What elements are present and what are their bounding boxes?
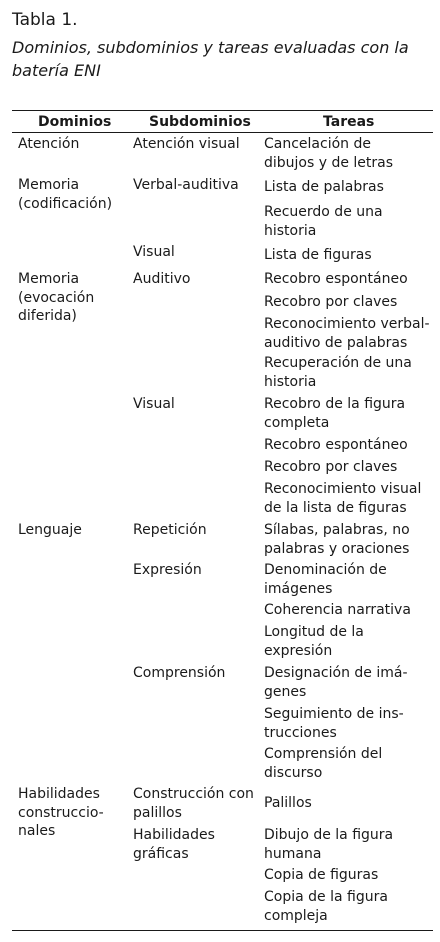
tarea-line: Dibujo de la figura [264,827,394,843]
tarea: Recobro espontáneo [264,271,408,287]
tarea [264,745,434,782]
dominio-line: (evocación [18,289,95,306]
tarea-line: historia [264,222,317,239]
tarea-line: Cancelación de [264,136,371,152]
tarea-line: de la lista de figuras [264,499,407,516]
tarea-line: completa [264,414,330,431]
subdominio-line: gráficas [133,845,189,862]
tarea-line: palabras y oraciones [264,540,410,557]
tarea: Palillos [264,795,312,811]
tarea [264,561,434,598]
tarea: Lista de figuras [264,247,372,263]
table-caption [12,8,436,82]
tarea-line: Recuerdo de una [264,204,383,220]
dominio-memoria-evocacion [18,270,128,326]
dominio-atencion: Atención [18,136,80,152]
tarea [264,203,434,240]
table-title-line: batería ENI [12,61,101,80]
dominio-line: diferida) [18,308,77,324]
tarea: Coherencia narrativa [264,602,411,618]
tarea: Recobro por claves [264,294,398,310]
subdominio-atencion-visual: Atención visual [133,136,240,152]
subdominio-visual: Visual [133,244,175,260]
subdominio-line: Construcción con [133,786,254,802]
subdominio-line: palillos [133,804,182,821]
tarea-line: trucciones [264,724,337,741]
tarea-line: dibujos y de letras [264,154,394,171]
tarea-line: imágenes [264,580,333,597]
dominio-habilidades [18,785,128,841]
subdominio-visual: Visual [133,396,175,412]
tarea-line: genes [264,683,307,700]
tarea: Lista de palabras [264,179,384,195]
table-label: Tabla 1. [12,10,78,30]
tarea [264,623,434,660]
tarea-line: auditivo de palabras [264,334,408,351]
tarea [264,395,434,432]
header-subdominios: Subdominios [149,114,251,130]
tarea-line: Seguimiento de ins- [264,706,404,722]
tarea-line: Denominación de [264,562,387,578]
dominio-line: Habilidades [18,786,100,802]
tarea [264,664,434,701]
table-title-line: Dominios, subdominios y tareas evaluadas con la [12,38,409,57]
tarea-line: Comprensión del [264,746,383,762]
tarea-line: humana [264,845,322,862]
tarea [264,480,434,517]
dominio-line: construccio- [18,804,104,821]
table-top-rule [12,110,433,111]
dominio-line: (codificación) [18,195,113,212]
subdominio-habilidades-graficas [133,826,258,863]
tarea [264,888,434,925]
tarea-line: expresión [264,642,333,659]
dominio-line: Memoria [18,271,80,287]
tarea-line: Longitud de la [264,624,364,640]
tarea-line: Recuperación de una [264,355,412,371]
table-bottom-rule [12,930,433,931]
dominio-line: nales [18,823,56,839]
dominio-memoria-codificacion [18,176,128,213]
tarea-line: Sílabas, palabras, no [264,522,410,538]
header-tareas: Tareas [323,114,375,130]
tarea-line: Reconocimiento visual [264,481,422,497]
dominio-line: Memoria [18,177,80,193]
tarea [264,354,434,391]
table-title [12,36,436,82]
subdominio-comprension: Comprensión [133,665,226,681]
dominio-lenguaje: Lenguaje [18,522,82,538]
tarea [264,826,434,863]
tarea [264,135,434,172]
tarea-line: Reconocimiento verbal- [264,316,430,332]
tarea-line: Copia de la figura [264,889,388,905]
subdominio-auditivo: Auditivo [133,271,191,287]
tarea-line: compleja [264,907,328,924]
tarea [264,705,434,742]
table-header-rule [12,132,433,133]
tarea-line: discurso [264,764,323,781]
subdominio-repeticion: Repetición [133,522,207,538]
tarea: Copia de figuras [264,867,379,883]
subdominio-verbal-auditiva: Verbal-auditiva [133,177,239,193]
tarea: Recobro por claves [264,459,398,475]
tarea-line: historia [264,373,317,390]
tarea-line: Designación de imá- [264,665,408,681]
header-dominios: Dominios [38,114,112,130]
subdominio-expresion: Expresión [133,562,202,578]
tarea [264,315,434,352]
tarea [264,521,434,558]
subdominio-line: Habilidades [133,827,215,843]
tarea: Recobro espontáneo [264,437,408,453]
subdominio-construccion-palillos [133,785,258,822]
tarea-line: Recobro de la figura [264,396,406,412]
